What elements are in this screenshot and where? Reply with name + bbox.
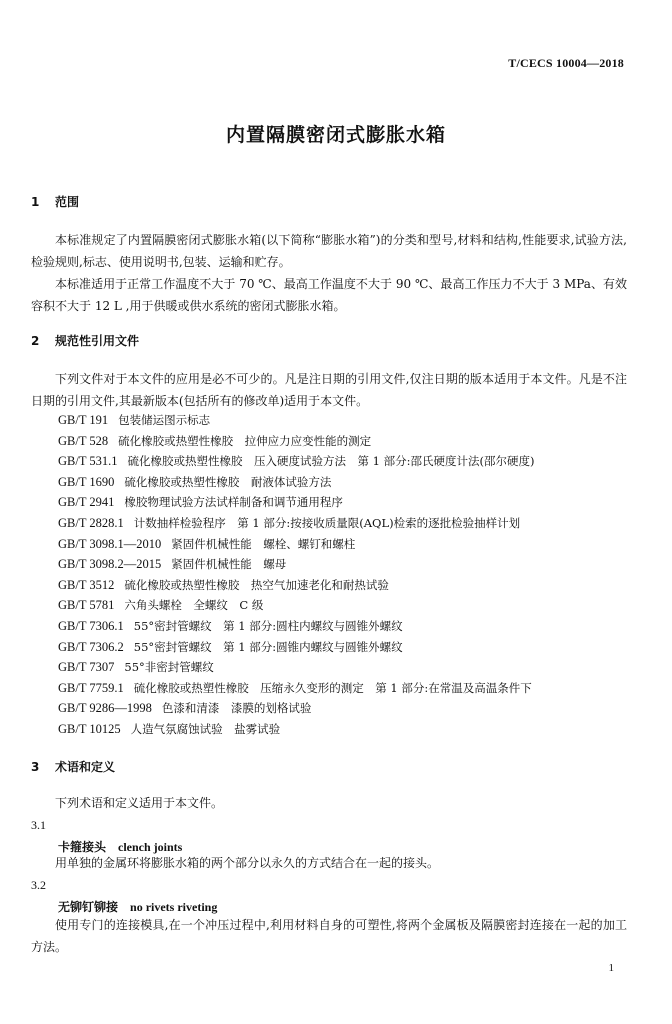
reference-title: 55°密封管螺纹 第 1 部分:圆锥内螺纹与圆锥外螺纹 — [133, 639, 403, 654]
section-1-paragraph-2: 本标准适用于正常工作温度不大于 70 ℃、最高工作温度不大于 90 ℃、最高工作压力不大于 3 MPa、有效容积不大于 12 L ,用于供暖或供水系统的密闭式膨胀水箱。 — [31, 277, 627, 313]
reference-title: 硫化橡胶或热塑性橡胶 压入硬度试验方法 第 1 部分:邵氏硬度计法(邵尔硬度) — [127, 454, 535, 469]
reference-title: 硫化橡胶或热塑性橡胶 耐液体试验方法 — [124, 474, 332, 489]
reference-item — [58, 719, 534, 740]
reference-code: GB/T 2828.1 — [58, 515, 124, 530]
term-number: 3.2 — [31, 878, 46, 892]
reference-item — [58, 678, 534, 699]
term-name-en: no rivets riveting — [130, 900, 218, 914]
reference-code: GB/T 3512 — [58, 577, 115, 592]
section-title: 范围 — [55, 195, 80, 209]
reference-title: 紧固件机械性能 螺栓、螺钉和螺柱 — [171, 536, 356, 551]
reference-item — [58, 575, 534, 596]
term-definition: 使用专门的连接模具,在一个冲压过程中,利用材料自身的可塑性,将两个金属板及隔膜密封连接在一起的加工方法。 — [31, 918, 627, 954]
term-name-en: clench joints — [118, 840, 183, 854]
reference-code: GB/T 531.1 — [58, 454, 118, 469]
reference-item — [58, 451, 534, 472]
reference-code: GB/T 7306.2 — [58, 639, 124, 654]
reference-item — [58, 698, 534, 719]
reference-code: GB/T 3098.1—2010 — [58, 536, 162, 551]
term-name — [58, 898, 217, 915]
reference-title: 硫化橡胶或热塑性橡胶 热空气加速老化和耐热试验 — [124, 577, 389, 592]
reference-title: 硫化橡胶或热塑性橡胶 压缩永久变形的测定 第 1 部分:在常温及高温条件下 — [133, 680, 532, 695]
reference-title: 55°密封管螺纹 第 1 部分:圆柱内螺纹与圆锥外螺纹 — [133, 618, 403, 633]
reference-item — [58, 595, 534, 616]
section-title: 规范性引用文件 — [55, 334, 140, 348]
reference-list — [58, 410, 534, 740]
reference-item — [58, 492, 534, 513]
reference-title: 人造气氛腐蚀试验 盐雾试验 — [130, 721, 281, 736]
reference-code: GB/T 3098.2—2015 — [58, 557, 162, 572]
reference-title: 硫化橡胶或热塑性橡胶 拉伸应力应变性能的测定 — [118, 433, 372, 448]
term-definition: 用单独的金属环将膨胀水箱的两个部分以永久的方式结合在一起的接头。 — [55, 856, 440, 870]
page-number: 1 — [608, 962, 614, 974]
section-2-heading — [31, 332, 139, 349]
section-1-paragraph-1: 本标准规定了内置隔膜密闭式膨胀水箱(以下简称“膨胀水箱”)的分类和型号,材料和结构,性能要求,试验方法,检验规则,标志、使用说明书,包装、运输和贮存。 — [31, 233, 627, 269]
term-name-zh: 卡箍接头 — [58, 840, 107, 854]
standard-code: T/CECS 10004—2018 — [508, 56, 624, 70]
reference-item — [58, 431, 534, 452]
reference-title: 紧固件机械性能 螺母 — [171, 557, 287, 572]
section-title: 术语和定义 — [55, 760, 116, 774]
term-number: 3.1 — [31, 818, 46, 832]
reference-title: 包装储运图示标志 — [118, 413, 211, 427]
reference-item — [58, 657, 534, 678]
section-3-intro: 下列术语和定义适用于本文件。 — [55, 796, 224, 810]
reference-code: GB/T 7306.1 — [58, 618, 124, 633]
reference-code: GB/T 191 — [58, 413, 109, 427]
reference-code: GB/T 10125 — [58, 721, 121, 736]
reference-title: 计数抽样检验程序 第 1 部分:按接收质量限(AQL)检索的逐批检验抽样计划 — [133, 515, 521, 530]
section-number: 2 — [31, 334, 40, 348]
reference-item — [58, 637, 534, 658]
document-title: 内置隔膜密闭式膨胀水箱 — [225, 124, 446, 146]
reference-code: GB/T 5781 — [58, 598, 115, 613]
reference-title: 色漆和清漆 漆膜的划格试验 — [161, 701, 312, 716]
term-name-zh: 无铆钉铆接 — [58, 900, 119, 914]
reference-item — [58, 513, 534, 534]
section-number: 1 — [31, 195, 40, 209]
section-3-heading — [31, 758, 115, 775]
reference-code: GB/T 9286—1998 — [58, 701, 152, 716]
reference-item — [58, 554, 534, 575]
reference-title: 六角头螺栓 全螺纹 C 级 — [124, 598, 264, 613]
section-1-heading — [31, 193, 79, 210]
reference-code: GB/T 528 — [58, 433, 109, 448]
reference-code: GB/T 1690 — [58, 474, 115, 489]
section-2-intro: 下列文件对于本文件的应用是必不可少的。凡是注日期的引用文件,仅注日期的版本适用于本文件。凡是不注日期的引用文件,其最新版本(包括所有的修改单)适用于本文件。 — [31, 372, 627, 408]
reference-item — [58, 534, 534, 555]
reference-item — [58, 616, 534, 637]
reference-code: GB/T 2941 — [58, 495, 115, 510]
reference-title: 55°非密封管螺纹 — [124, 660, 214, 675]
section-number: 3 — [31, 760, 40, 774]
reference-item — [58, 410, 534, 431]
reference-code: GB/T 7307 — [58, 660, 115, 675]
reference-code: GB/T 7759.1 — [58, 680, 124, 695]
reference-item — [58, 472, 534, 493]
reference-title: 橡胶物理试验方法试样制备和调节通用程序 — [124, 495, 343, 510]
